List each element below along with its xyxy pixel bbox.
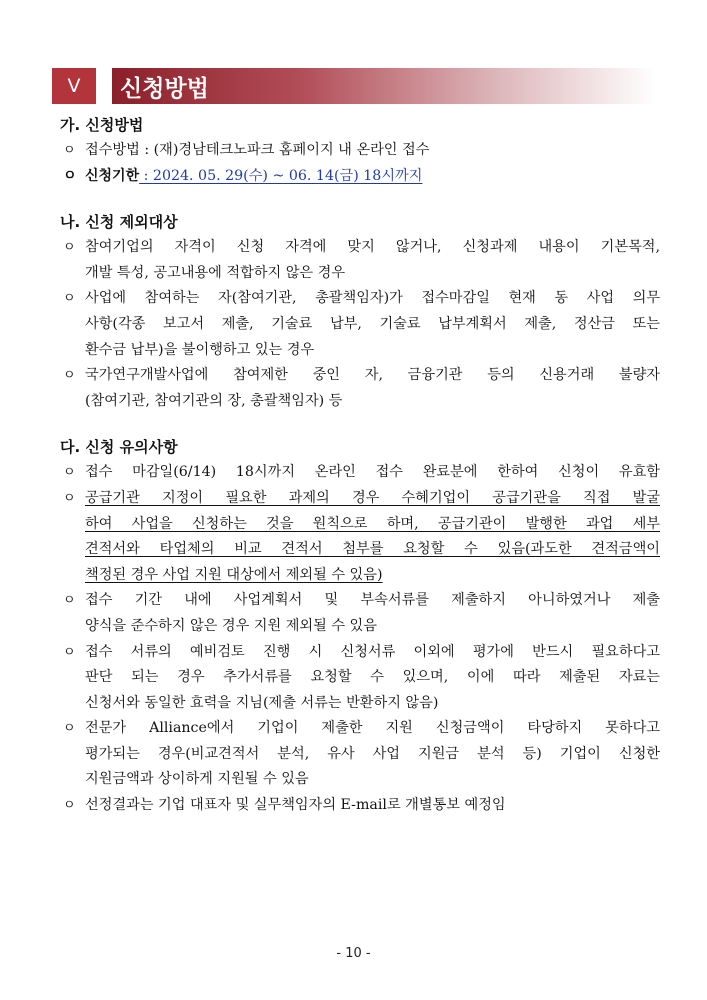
item-value: : (재)경남테크노파크 홈페이지 내 온라인 접수	[139, 142, 430, 158]
item-line: 양식을 준수하지 않은 경우 지원 제외될 수 있음	[85, 617, 377, 634]
item-line: 판단 되는 경우 추가서류를 요청할 수 있으며, 이에 따라 제출된 자료는	[85, 669, 660, 686]
page-number: - 10 -	[336, 946, 371, 961]
item-line: 전문가 Alliance에서 기업이 제출한 지원 신청금액이 타당하지 못하다고	[85, 720, 660, 737]
list-item	[60, 286, 660, 363]
list-item	[60, 363, 660, 414]
list-item	[60, 588, 660, 639]
bullet-icon: ㅇ	[63, 291, 76, 307]
item-line: 접수 서류의 예비검토 진행 시 신청서류 이외에 평가에 반드시 필요하다고	[85, 643, 660, 660]
item-line: 환수금 납부)을 불이행하고 있는 경우	[85, 341, 315, 358]
bullet-icon: ㅇ	[63, 167, 77, 184]
item-line: 공급기관 지정이 필요한 과제의 경우 수혜기업이 공급기관을 직접 발굴	[85, 489, 660, 506]
deadline-value: 2024. 05. 29(수) ~ 06. 14(금) 18시까지	[152, 167, 423, 184]
deadline-colon: :	[139, 167, 153, 184]
item-line: 선정결과는 기업 대표자 및 실무책임자의 E-mail로 개별통보 예정임	[85, 797, 506, 814]
list-item	[60, 640, 660, 717]
section-number: Ⅴ	[52, 68, 96, 104]
item-line: 접수 기간 내에 사업계획서 및 부속서류를 제출하지 아니하였거나 제출	[85, 592, 660, 609]
bullet-icon: ㅇ	[63, 490, 76, 506]
section-heading: 나. 신청 제외대상	[60, 213, 178, 232]
item-line: 국가연구개발사업에 참여제한 중인 자, 금융기관 등의 신용거래 불량자	[85, 367, 660, 384]
item-line: 사항(각종 보고서 제출, 기술료 납부, 기술료 납부계획서 제출, 정산금 또는	[85, 315, 660, 332]
section-application-method	[60, 112, 660, 189]
item-line: 하여 사업을 신청하는 것을 원칙으로 하며, 공급기관이 발행한 과업 세부	[85, 515, 660, 532]
item-line: 책정된 경우 사업 지원 대상에서 제외될 수 있음)	[85, 566, 383, 583]
deadline-label: 신청기한	[85, 167, 140, 184]
item-line: 신청서와 동일한 효력을 지님(제출 서류는 반환하지 않음)	[85, 694, 439, 711]
bullet-icon: ㅇ	[63, 465, 76, 481]
item-label: 접수방법	[85, 142, 140, 158]
bullet-icon: ㅇ	[63, 721, 76, 737]
list-item	[60, 164, 660, 190]
document-body	[60, 112, 660, 839]
item-line: 지원금액과 상이하게 지원될 수 있음	[85, 771, 309, 788]
item-line: 견적서와 타업체의 비교 견적서 첨부를 요청할 수 있음(과도한 견적금액이	[85, 541, 660, 558]
list-item	[60, 716, 660, 793]
bullet-icon: ㅇ	[63, 593, 76, 609]
bullet-icon: ㅇ	[63, 143, 76, 158]
item-line: (참여기관, 참여기관의 장, 총괄책임자) 등	[85, 392, 343, 409]
bullet-icon: ㅇ	[63, 644, 76, 660]
section-exclusions	[60, 209, 660, 414]
bullet-icon: ㅇ	[63, 798, 76, 814]
item-line: 평가되는 경우(비교견적서 분석, 유사 사업 지원금 분석 등) 기업이 신청한	[85, 745, 660, 762]
section-heading: 가. 신청방법	[60, 116, 144, 134]
list-item	[60, 486, 660, 588]
section-heading: 다. 신청 유의사항	[60, 438, 178, 457]
list-item	[60, 235, 660, 286]
bullet-icon: ㅇ	[63, 240, 76, 256]
list-item	[60, 793, 660, 819]
section-title: 신청방법	[112, 68, 656, 104]
list-item	[60, 138, 660, 164]
item-line: 개발 특성, 공고내용에 적합하지 않은 경우	[85, 264, 346, 281]
list-item	[60, 460, 660, 486]
item-line: 사업에 참여하는 자(참여기관, 총괄책임자)가 접수마감일 현재 동 사업 의무	[85, 290, 660, 307]
item-line: 접수 마감일(6/14) 18시까지 온라인 접수 완료분에 한하여 신청이 유효함	[85, 464, 660, 481]
section-header	[52, 68, 656, 104]
bullet-icon: ㅇ	[63, 368, 76, 384]
item-line: 참여기업의 자격이 신청 자격에 맞지 않거나, 신청과제 내용이 기본목적,	[85, 239, 660, 256]
section-notes	[60, 434, 660, 818]
